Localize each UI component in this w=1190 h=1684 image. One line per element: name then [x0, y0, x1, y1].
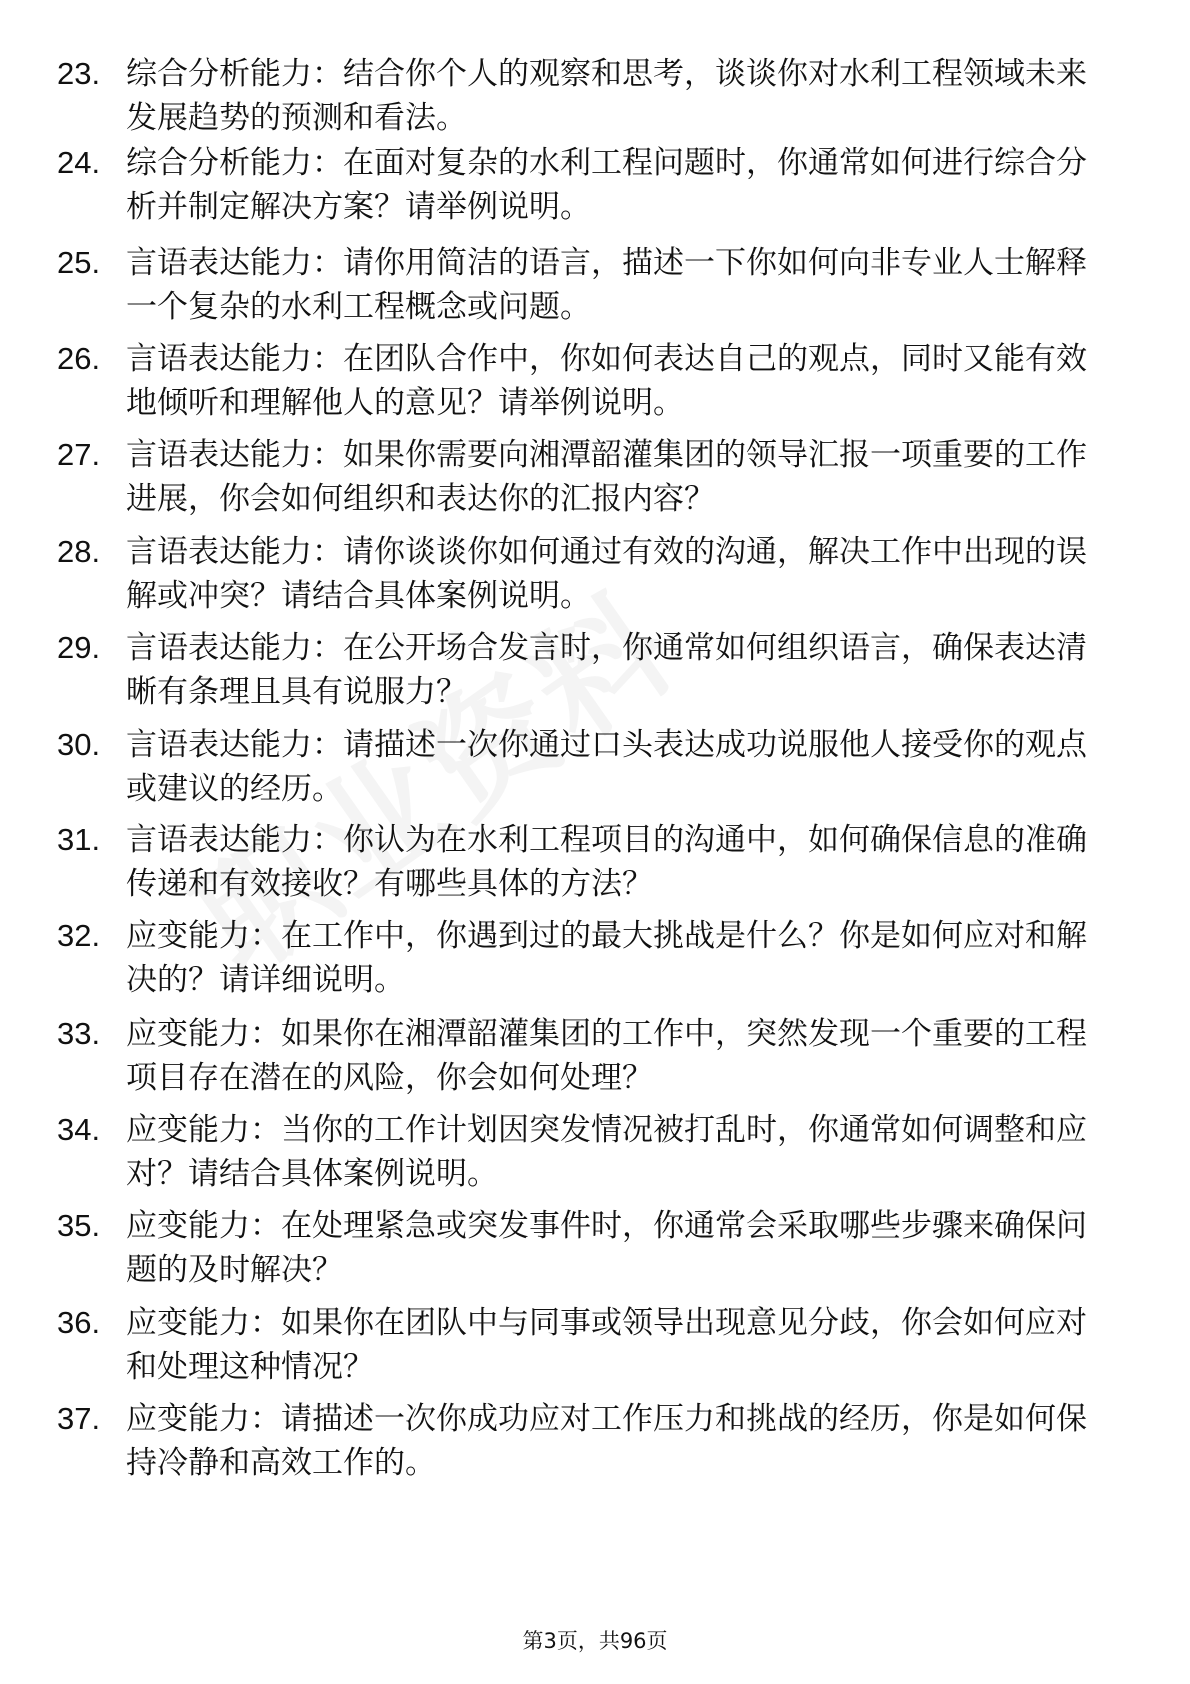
- question-text: 应变能力：在处理紧急或突发事件时，你通常会采取哪些步骤来确保问题的及时解决？: [126, 1208, 1087, 1288]
- question-item: [0, 1108, 1190, 1208]
- question-text: 言语表达能力：请你用简洁的语言，描述一下你如何向非专业人士解释一个复杂的水利工程概念或问题。: [126, 245, 1087, 325]
- question-text: 言语表达能力：如果你需要向湘潭韶灌集团的领导汇报一项重要的工作进展，你会如何组织和表达你的汇报内容？: [126, 437, 1087, 517]
- question-item: [0, 1397, 1190, 1497]
- question-text: 综合分析能力：在面对复杂的水利工程问题时，你通常如何进行综合分析并制定解决方案？请举例说明。: [126, 145, 1087, 225]
- question-item: [0, 914, 1190, 1014]
- page-footer: [0, 1626, 1190, 1656]
- question-number: 30.: [57, 727, 101, 762]
- question-number: 29.: [57, 630, 101, 665]
- question-text: 应变能力：如果你在湘潭韶灌集团的工作中，突然发现一个重要的工程项目存在潜在的风险，你会如何处理？: [126, 1016, 1087, 1096]
- question-item: [0, 337, 1190, 437]
- question-text: 言语表达能力：你认为在水利工程项目的沟通中，如何确保信息的准确传递和有效接收？有哪些具体的方法？: [126, 822, 1087, 902]
- question-item: [0, 723, 1190, 823]
- question-text: 应变能力：请描述一次你成功应对工作压力和挑战的经历，你是如何保持冷静和高效工作的。: [126, 1401, 1087, 1481]
- question-number: 35.: [57, 1208, 101, 1243]
- question-number: 25.: [57, 245, 101, 280]
- question-item: [0, 530, 1190, 630]
- question-text: 应变能力：在工作中，你遇到过的最大挑战是什么？你是如何应对和解决的？请详细说明。: [126, 918, 1087, 998]
- question-number: 33.: [57, 1016, 101, 1051]
- question-item: [0, 626, 1190, 726]
- question-number: 27.: [57, 437, 101, 472]
- question-number: 26.: [57, 341, 101, 376]
- question-text: 应变能力：当你的工作计划因突发情况被打乱时，你通常如何调整和应对？请结合具体案例说明。: [126, 1112, 1087, 1192]
- question-item: [0, 141, 1190, 241]
- question-item: [0, 52, 1190, 152]
- question-text: 综合分析能力：结合你个人的观察和思考，谈谈你对水利工程领域未来发展趋势的预测和看法。: [126, 56, 1087, 136]
- question-text: 言语表达能力：请描述一次你通过口头表达成功说服他人接受你的观点或建议的经历。: [126, 727, 1087, 807]
- question-item: [0, 1301, 1190, 1401]
- question-number: 28.: [57, 534, 101, 569]
- question-item: [0, 818, 1190, 918]
- question-item: [0, 433, 1190, 533]
- question-number: 23.: [57, 56, 101, 91]
- question-number: 34.: [57, 1112, 101, 1147]
- question-text: 应变能力：如果你在团队中与同事或领导出现意见分歧，你会如何应对和处理这种情况？: [126, 1305, 1087, 1385]
- question-text: 言语表达能力：在公开场合发言时，你通常如何组织语言，确保表达清晰有条理且具有说服力？: [126, 630, 1087, 710]
- question-number: 24.: [57, 145, 101, 180]
- question-number: 36.: [57, 1305, 101, 1340]
- page-number-label: 第3页，共96页: [522, 1629, 668, 1653]
- question-item: [0, 241, 1190, 341]
- question-item: [0, 1204, 1190, 1304]
- question-item: [0, 1012, 1190, 1112]
- question-text: 言语表达能力：请你谈谈你如何通过有效的沟通，解决工作中出现的误解或冲突？请结合具体案例说明。: [126, 534, 1087, 614]
- question-number: 32.: [57, 918, 101, 953]
- question-number: 31.: [57, 822, 101, 857]
- question-text: 言语表达能力：在团队合作中，你如何表达自己的观点，同时又能有效地倾听和理解他人的意见？请举例说明。: [126, 341, 1087, 421]
- question-number: 37.: [57, 1401, 101, 1436]
